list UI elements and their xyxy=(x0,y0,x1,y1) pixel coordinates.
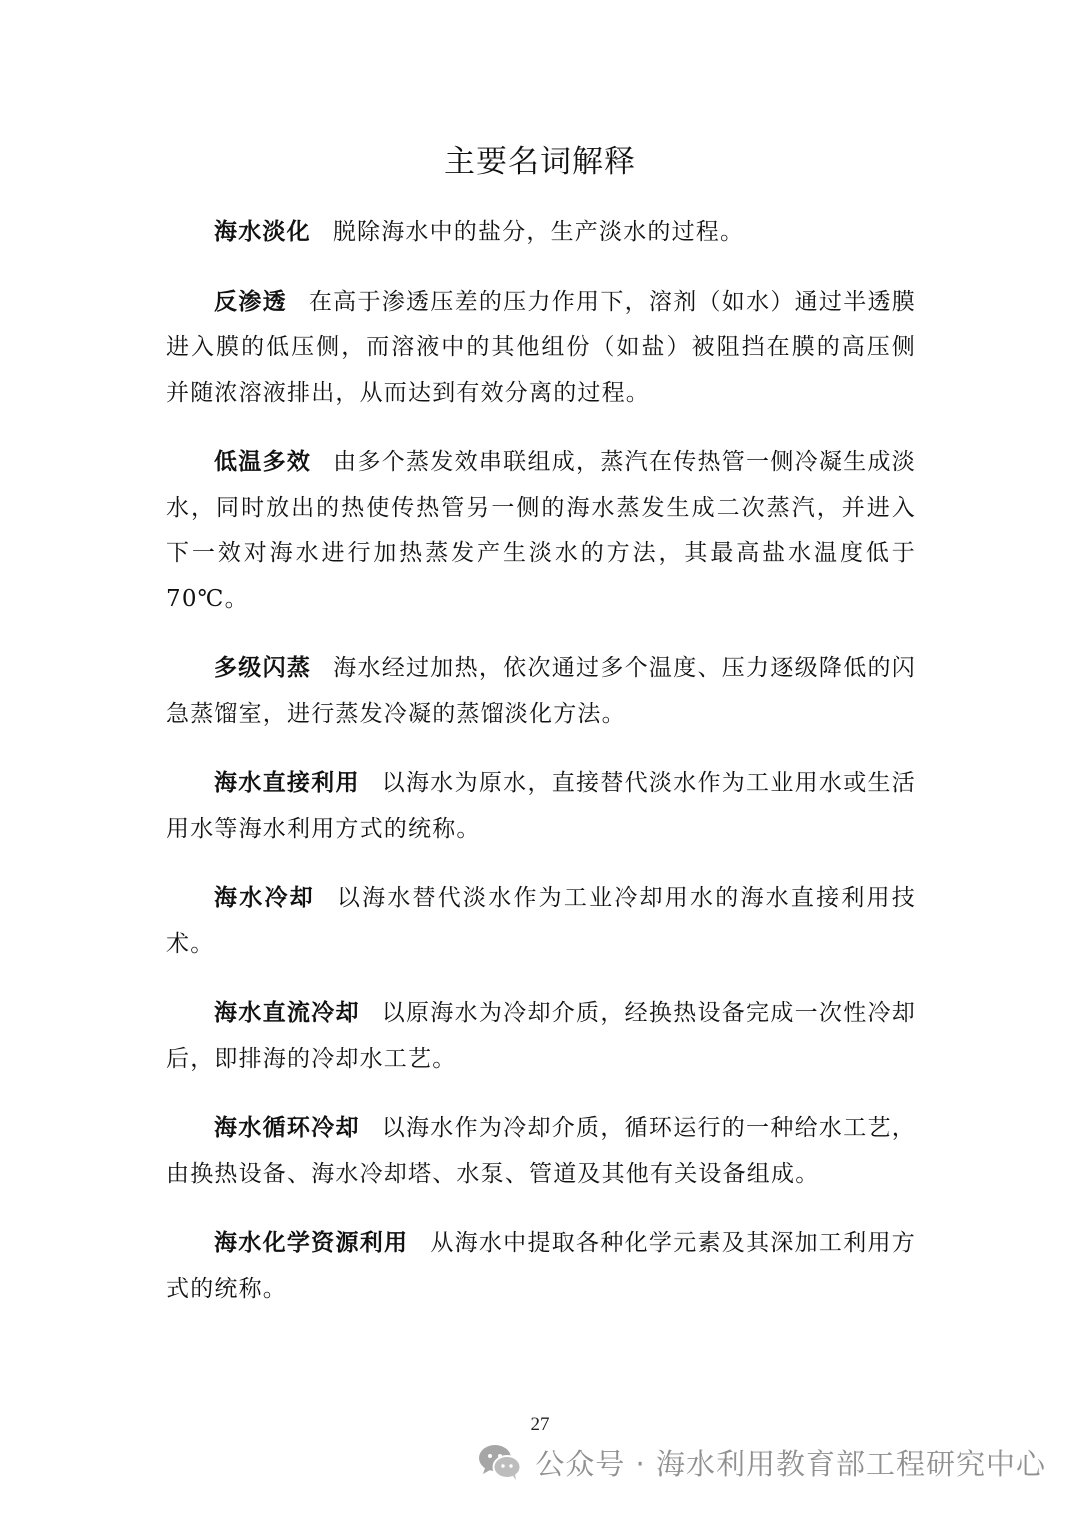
glossary-term: 海水淡化 xyxy=(214,219,311,245)
glossary-definition: 脱除海水中的盐分，生产淡水的过程。 xyxy=(332,219,745,245)
glossary-entry xyxy=(166,440,916,622)
glossary-definition: 以海水替代淡水作为工业冷却用水的海水直接利用技术。 xyxy=(166,885,916,957)
glossary-definition: 在高于渗透压差的压力作用下，溶剂（如水）通过半透膜进入膜的低压侧，而溶液中的其他组份（如盐）被阻挡在膜的高压侧并随浓溶液排出，从而达到有效分离的过程。 xyxy=(166,288,916,406)
glossary-definition: 以海水作为冷却介质，循环运行的一种给水工艺，由换热设备、海水冷却塔、水泵、管道及其他有关设备组成。 xyxy=(166,1115,916,1187)
glossary-definition: 由多个蒸发效串联组成，蒸汽在传热管一侧冷凝生成淡水，同时放出的热使传热管另一侧的海水蒸发生成二次蒸汽，并进入下一效对海水进行加热蒸发产生淡水的方法，其最高盐水温度低于70℃。 xyxy=(166,449,916,612)
glossary-entry xyxy=(166,1106,916,1197)
glossary-term: 低温多效 xyxy=(214,449,312,475)
glossary-definition: 以海水为原水，直接替代淡水作为工业用水或生活用水等海水利用方式的统称。 xyxy=(166,770,916,842)
page-number: 27 xyxy=(530,1414,550,1435)
watermark xyxy=(477,1432,1046,1492)
glossary-entry xyxy=(166,1221,916,1312)
glossary-term: 海水循环冷却 xyxy=(214,1115,360,1141)
glossary-entry xyxy=(166,761,916,852)
wechat-icon xyxy=(477,1443,523,1481)
page-title: 主要名词解释 xyxy=(444,144,636,180)
glossary-term: 海水化学资源利用 xyxy=(214,1230,409,1256)
glossary-term: 海水直接利用 xyxy=(214,770,360,796)
glossary-term: 多级闪蒸 xyxy=(214,655,312,681)
watermark-text: 公众号 · 海水利用教育部工程研究中心 xyxy=(535,1446,1046,1481)
glossary-entry xyxy=(166,991,916,1082)
glossary-definition: 从海水中提取各种化学元素及其深加工利用方式的统称。 xyxy=(166,1230,916,1302)
glossary-entry xyxy=(166,280,916,417)
glossary-entry xyxy=(166,646,916,737)
glossary-term: 反渗透 xyxy=(214,288,287,315)
glossary-list xyxy=(166,210,916,1336)
glossary-term: 海水直流冷却 xyxy=(214,1000,360,1026)
glossary-entry xyxy=(166,210,916,256)
glossary-definition: 海水经过加热，依次通过多个温度、压力逐级降低的闪急蒸馏室，进行蒸发冷凝的蒸馏淡化方法。 xyxy=(166,655,916,727)
glossary-entry xyxy=(166,876,916,967)
glossary-definition: 以原海水为冷却介质，经换热设备完成一次性冷却后，即排海的冷却水工艺。 xyxy=(166,1000,916,1072)
glossary-term: 海水冷却 xyxy=(214,885,315,911)
